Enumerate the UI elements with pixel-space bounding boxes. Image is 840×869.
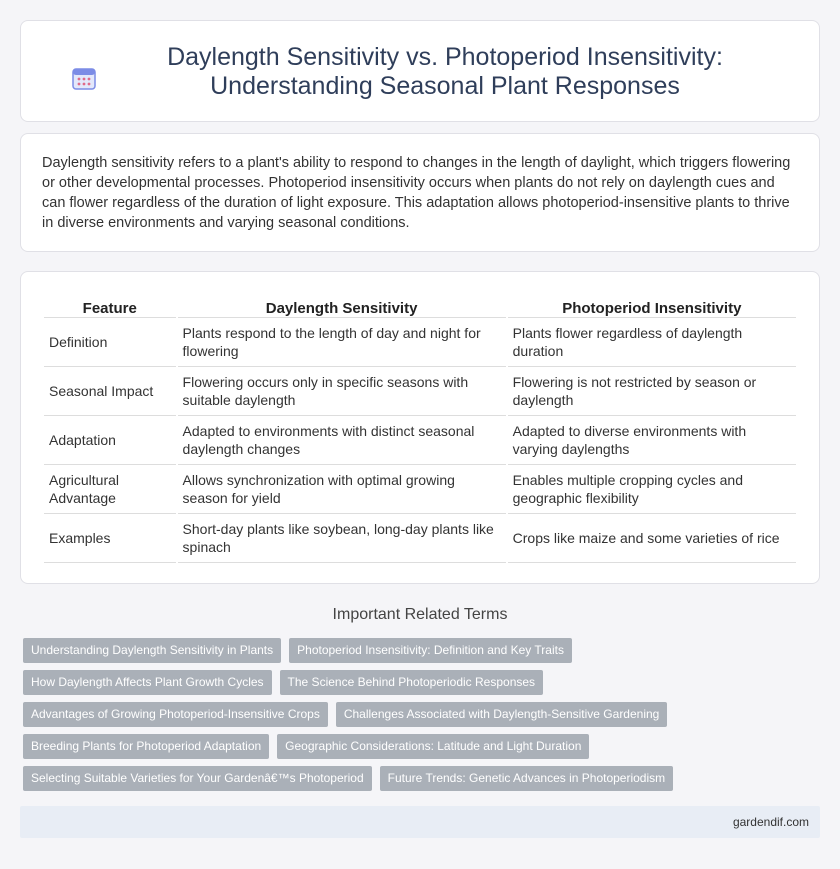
table-header-row bbox=[44, 296, 796, 318]
header-feature: Feature bbox=[44, 296, 176, 318]
related-term-tag[interactable]: Selecting Suitable Varieties for Your Gardenâ€™s Photoperiod bbox=[23, 766, 372, 791]
page-title: Daylength Sensitivity vs. Photoperiod Insensitivity: Understanding Seasonal Plant Responses bbox=[167, 43, 723, 100]
intro-card bbox=[20, 133, 820, 252]
table-cell: Enables multiple cropping cycles and geographic flexibility bbox=[508, 465, 796, 514]
title-card bbox=[20, 20, 820, 122]
related-term-tag[interactable]: Photoperiod Insensitivity: Definition and Key Traits bbox=[289, 638, 572, 663]
table-cell: Examples bbox=[44, 514, 176, 563]
comparison-card bbox=[20, 271, 820, 584]
table-cell: Crops like maize and some varieties of rice bbox=[508, 514, 796, 563]
related-term-tag[interactable]: Geographic Considerations: Latitude and Light Duration bbox=[277, 734, 589, 759]
related-term-tag[interactable]: Understanding Daylength Sensitivity in Plants bbox=[23, 638, 281, 663]
table-row bbox=[44, 514, 796, 563]
related-term-tag[interactable]: Breeding Plants for Photoperiod Adaptation bbox=[23, 734, 269, 759]
table-cell: Adaptation bbox=[44, 416, 176, 465]
table-cell: Flowering occurs only in specific seasons with suitable daylength bbox=[178, 367, 506, 416]
related-term-tag[interactable]: Challenges Associated with Daylength-Sensitive Gardening bbox=[336, 702, 668, 727]
footer bbox=[20, 806, 820, 838]
related-term-tag[interactable]: Advantages of Growing Photoperiod-Insensitive Crops bbox=[23, 702, 328, 727]
intro-paragraph: Daylength sensitivity refers to a plant's ability to respond to changes in the length of daylight, which triggers flowering or other developmental processes. Photoperiod insensitivity occurs when plants do not rely on daylength cues and can flower regardless of the duration of light exposure. This adaptation allows photoperiod-insensitive plants to thrive in diverse environments and varying seasonal conditions. bbox=[42, 155, 791, 231]
comparison-table bbox=[42, 296, 798, 563]
table-row bbox=[44, 416, 796, 465]
header-daylength-sensitivity: Daylength Sensitivity bbox=[178, 296, 506, 318]
table-row bbox=[44, 367, 796, 416]
table-cell: Agricultural Advantage bbox=[44, 465, 176, 514]
table-cell: Short-day plants like soybean, long-day plants like spinach bbox=[178, 514, 506, 563]
table-cell: Flowering is not restricted by season or daylength bbox=[508, 367, 796, 416]
table-cell: Adapted to environments with distinct seasonal daylength changes bbox=[178, 416, 506, 465]
footer-site-link[interactable]: gardendif.com bbox=[732, 815, 809, 829]
table-row bbox=[44, 465, 796, 514]
related-terms-heading: Important Related Terms bbox=[332, 606, 508, 623]
table-cell: Adapted to diverse environments with varying daylengths bbox=[508, 416, 796, 465]
table-cell: Seasonal Impact bbox=[44, 367, 176, 416]
related-term-tag[interactable]: The Science Behind Photoperiodic Responses bbox=[280, 670, 544, 695]
table-row bbox=[44, 318, 796, 367]
related-term-tag[interactable]: How Daylength Affects Plant Growth Cycles bbox=[23, 670, 272, 695]
table-cell: Plants respond to the length of day and night for flowering bbox=[178, 318, 506, 367]
related-terms-list bbox=[23, 638, 823, 798]
header-photoperiod-insensitivity: Photoperiod Insensitivity bbox=[508, 296, 796, 318]
table-cell: Definition bbox=[44, 318, 176, 367]
table-cell: Allows synchronization with optimal growing season for yield bbox=[178, 465, 506, 514]
related-term-tag[interactable]: Future Trends: Genetic Advances in Photoperiodism bbox=[380, 766, 673, 791]
table-cell: Plants flower regardless of daylength duration bbox=[508, 318, 796, 367]
